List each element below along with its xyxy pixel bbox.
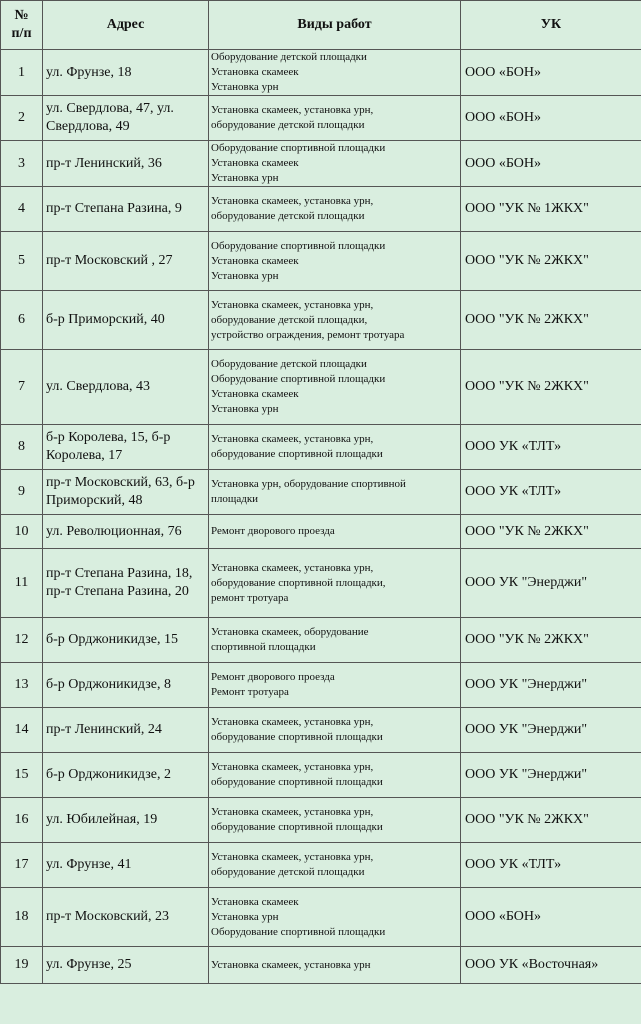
work-line: оборудование спортивной площадки bbox=[211, 448, 383, 460]
row-number: 19 bbox=[1, 947, 43, 984]
table-row bbox=[1, 350, 641, 425]
work-line: Установка скамеек bbox=[211, 157, 299, 169]
row-address: пр-т Московский , 27 bbox=[43, 232, 209, 291]
row-address: б-р Приморский, 40 bbox=[43, 291, 209, 350]
table-row bbox=[1, 50, 641, 96]
header-uk-label: УК bbox=[540, 17, 562, 32]
table-row bbox=[1, 947, 641, 984]
row-address: пр-т Степана Разина, 9 bbox=[43, 187, 209, 232]
row-management-company: ООО "УК № 2ЖКХ" bbox=[461, 515, 641, 549]
row-address: б-р Орджоникидзе, 15 bbox=[43, 618, 209, 663]
row-number: 9 bbox=[1, 470, 43, 515]
table-row bbox=[1, 425, 641, 470]
row-work-types bbox=[209, 843, 461, 888]
row-work-types bbox=[209, 232, 461, 291]
table-row bbox=[1, 515, 641, 549]
work-line: Установка скамеек, установка урн, bbox=[211, 433, 374, 445]
work-line: ремонт тротуара bbox=[211, 591, 289, 604]
work-line: Установка скамеек, установка урн, bbox=[211, 851, 374, 863]
work-line: Оборудование детской площадки bbox=[211, 51, 367, 63]
table-row bbox=[1, 470, 641, 515]
header-row bbox=[1, 1, 641, 50]
row-address: ул. Свердлова, 43 bbox=[43, 350, 209, 425]
work-line: Оборудование детской площадки bbox=[211, 358, 367, 370]
row-management-company: ООО УК «ТЛТ» bbox=[461, 843, 641, 888]
table-row bbox=[1, 232, 641, 291]
work-line: Ремонт дворового проезда bbox=[211, 525, 335, 537]
row-management-company: ООО УК «Восточная» bbox=[461, 947, 641, 984]
row-management-company: ООО УК "Энерджи" bbox=[461, 549, 641, 618]
work-line: Установка скамеек, установка урн, bbox=[211, 298, 374, 311]
row-management-company: ООО УК «ТЛТ» bbox=[461, 425, 641, 470]
table-row bbox=[1, 141, 641, 187]
table-row bbox=[1, 549, 641, 618]
row-management-company: ООО «БОН» bbox=[461, 50, 641, 96]
table-row bbox=[1, 798, 641, 843]
work-line: Оборудование спортивной площадки bbox=[211, 142, 386, 154]
row-number: 17 bbox=[1, 843, 43, 888]
work-line: Установка скамеек, установка урн, bbox=[211, 716, 374, 728]
row-address: ул. Свердлова, 47, ул. Свердлова, 49 bbox=[43, 96, 209, 141]
row-number: 6 bbox=[1, 291, 43, 350]
row-address: пр-т Степана Разина, 18, пр-т Степана Разина, 20 bbox=[43, 549, 209, 618]
row-management-company: ООО "УК № 2ЖКХ" bbox=[461, 291, 641, 350]
row-management-company: ООО «БОН» bbox=[461, 888, 641, 947]
row-management-company: ООО "УК № 2ЖКХ" bbox=[461, 232, 641, 291]
work-line: Установка скамеек, установка урн, bbox=[211, 104, 374, 116]
work-line: Установка скамеек bbox=[211, 895, 299, 908]
row-address: пр-т Ленинский, 36 bbox=[43, 141, 209, 187]
table-row bbox=[1, 187, 641, 232]
row-address: ул. Фрунзе, 25 bbox=[43, 947, 209, 984]
row-number: 8 bbox=[1, 425, 43, 470]
work-line: Установка урн bbox=[211, 81, 279, 93]
work-line: Установка скамеек bbox=[211, 254, 299, 267]
table-row bbox=[1, 291, 641, 350]
work-line: Ремонт дворового проезда bbox=[211, 671, 335, 683]
row-address: пр-т Московский, 23 bbox=[43, 888, 209, 947]
work-line: Установка скамеек, установка урн, bbox=[211, 561, 374, 574]
row-number: 5 bbox=[1, 232, 43, 291]
work-line: оборудование детской площадки bbox=[211, 119, 365, 131]
row-address: ул. Фрунзе, 41 bbox=[43, 843, 209, 888]
header-work bbox=[209, 1, 461, 50]
row-address: б-р Королева, 15, б-р Королева, 17 bbox=[43, 425, 209, 470]
row-work-types bbox=[209, 708, 461, 753]
work-line: Установка урн, оборудование спортивной bbox=[211, 478, 406, 490]
table-body bbox=[1, 50, 641, 984]
row-management-company: ООО УК "Энерджи" bbox=[461, 708, 641, 753]
work-line: Установка урн bbox=[211, 172, 279, 184]
row-management-company: ООО УК "Энерджи" bbox=[461, 663, 641, 708]
table-row bbox=[1, 843, 641, 888]
row-work-types bbox=[209, 549, 461, 618]
row-address: б-р Орджоникидзе, 8 bbox=[43, 663, 209, 708]
work-line: Оборудование спортивной площадки bbox=[211, 239, 386, 252]
row-address: ул. Фрунзе, 18 bbox=[43, 50, 209, 96]
row-number: 15 bbox=[1, 753, 43, 798]
row-management-company: ООО "УК № 1ЖКХ" bbox=[461, 187, 641, 232]
row-management-company: ООО "УК № 2ЖКХ" bbox=[461, 798, 641, 843]
row-work-types bbox=[209, 618, 461, 663]
header-num bbox=[1, 1, 43, 50]
row-work-types bbox=[209, 425, 461, 470]
row-work-types bbox=[209, 515, 461, 549]
work-line: оборудование спортивной площадки, bbox=[211, 576, 386, 589]
work-line: Установка скамеек, установка урн, bbox=[211, 195, 374, 207]
work-line: устройство ограждения, ремонт тротуара bbox=[211, 328, 405, 341]
row-number: 18 bbox=[1, 888, 43, 947]
row-work-types bbox=[209, 96, 461, 141]
work-line: Установка скамеек, оборудование bbox=[211, 626, 369, 638]
row-number: 2 bbox=[1, 96, 43, 141]
work-line: оборудование спортивной площадки bbox=[211, 776, 383, 788]
work-line: Ремонт тротуара bbox=[211, 686, 289, 698]
work-line: оборудование спортивной площадки bbox=[211, 821, 383, 833]
row-address: пр-т Московский, 63, б-р Приморский, 48 bbox=[43, 470, 209, 515]
row-number: 11 bbox=[1, 549, 43, 618]
row-address: пр-т Ленинский, 24 bbox=[43, 708, 209, 753]
work-line: Установка урн bbox=[211, 269, 279, 282]
work-line: оборудование спортивной площадки bbox=[211, 731, 383, 743]
header-uk bbox=[461, 1, 641, 50]
work-line: оборудование детской площадки bbox=[211, 866, 365, 878]
work-line: оборудование детской площадки, bbox=[211, 313, 368, 326]
row-management-company: ООО «БОН» bbox=[461, 141, 641, 187]
header-address-label: Адрес bbox=[106, 17, 145, 32]
work-line: Оборудование спортивной площадки bbox=[211, 373, 386, 385]
row-number: 7 bbox=[1, 350, 43, 425]
row-number: 14 bbox=[1, 708, 43, 753]
table-row bbox=[1, 96, 641, 141]
table-row bbox=[1, 618, 641, 663]
work-line: Установка скамеек, установка урн, bbox=[211, 761, 374, 773]
work-line: площадки bbox=[211, 493, 259, 505]
row-number: 13 bbox=[1, 663, 43, 708]
row-number: 4 bbox=[1, 187, 43, 232]
row-work-types bbox=[209, 663, 461, 708]
work-line: Установка урн bbox=[211, 403, 279, 415]
row-work-types bbox=[209, 947, 461, 984]
work-line: оборудование детской площадки bbox=[211, 210, 365, 222]
row-address: б-р Орджоникидзе, 2 bbox=[43, 753, 209, 798]
row-work-types bbox=[209, 753, 461, 798]
row-number: 1 bbox=[1, 50, 43, 96]
row-work-types bbox=[209, 798, 461, 843]
row-number: 3 bbox=[1, 141, 43, 187]
row-management-company: ООО УК «ТЛТ» bbox=[461, 470, 641, 515]
work-line: Установка скамеек bbox=[211, 66, 299, 78]
table-row bbox=[1, 753, 641, 798]
work-line: Установка скамеек, установка урн, bbox=[211, 806, 374, 818]
header-work-label: Виды работ bbox=[297, 17, 372, 32]
work-line: Оборудование спортивной площадки bbox=[211, 925, 386, 938]
table-row bbox=[1, 888, 641, 947]
work-line: спортивной площадки bbox=[211, 641, 316, 653]
row-management-company: ООО "УК № 2ЖКХ" bbox=[461, 350, 641, 425]
table-row bbox=[1, 663, 641, 708]
row-work-types bbox=[209, 888, 461, 947]
row-number: 16 bbox=[1, 798, 43, 843]
row-number: 12 bbox=[1, 618, 43, 663]
header-address bbox=[43, 1, 209, 50]
work-line: Установка урн bbox=[211, 910, 279, 923]
row-work-types bbox=[209, 470, 461, 515]
table-row bbox=[1, 708, 641, 753]
work-line: Установка скамеек bbox=[211, 388, 299, 400]
row-work-types bbox=[209, 291, 461, 350]
row-work-types bbox=[209, 50, 461, 96]
row-number: 10 bbox=[1, 515, 43, 549]
row-management-company: ООО «БОН» bbox=[461, 96, 641, 141]
row-address: ул. Юбилейная, 19 bbox=[43, 798, 209, 843]
row-management-company: ООО УК "Энерджи" bbox=[461, 753, 641, 798]
row-work-types bbox=[209, 350, 461, 425]
row-work-types bbox=[209, 141, 461, 187]
work-line: Установка скамеек, установка урн bbox=[211, 958, 371, 971]
header-num-label: № п/п bbox=[11, 8, 32, 41]
row-management-company: ООО "УК № 2ЖКХ" bbox=[461, 618, 641, 663]
row-address: ул. Революционная, 76 bbox=[43, 515, 209, 549]
row-work-types bbox=[209, 187, 461, 232]
